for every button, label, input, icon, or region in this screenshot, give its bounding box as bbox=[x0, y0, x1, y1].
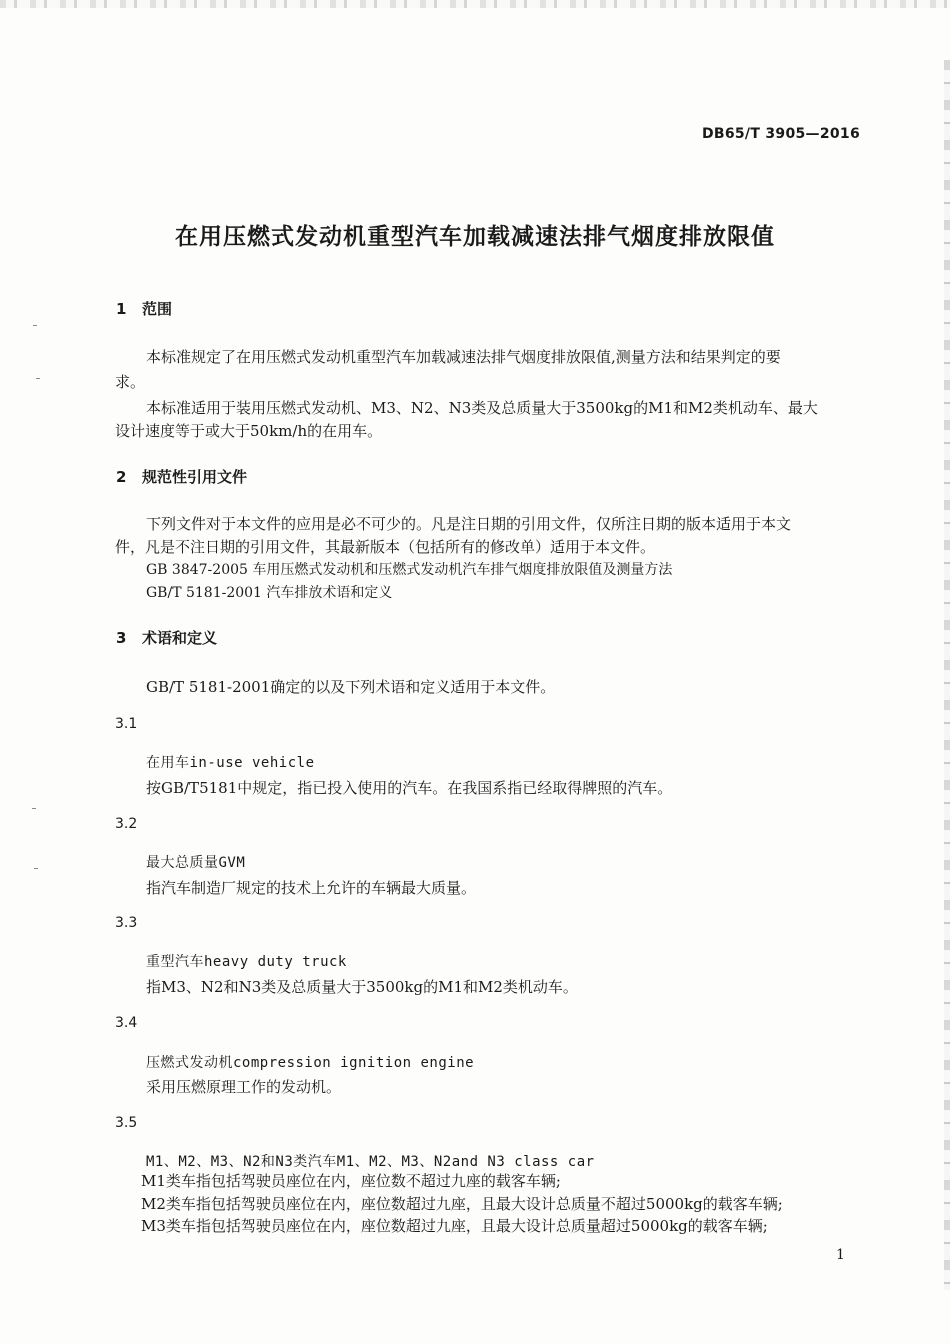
section-title: 术语和定义 bbox=[142, 629, 218, 647]
term-title: 重型汽车heavy duty truck bbox=[146, 954, 347, 970]
section-number: 1 bbox=[116, 300, 127, 318]
term-title: 在用车in-use vehicle bbox=[146, 755, 315, 771]
document-code: DB65/T 3905—2016 bbox=[701, 126, 860, 142]
section-heading-scope bbox=[116, 298, 172, 319]
clause-number: 3.5 bbox=[115, 1115, 138, 1131]
paragraph-line: GB/T 5181-2001确定的以及下列术语和定义适用于本文件。 bbox=[146, 678, 556, 696]
scan-speck bbox=[34, 868, 38, 869]
section-number: 2 bbox=[116, 468, 127, 486]
term-definition: M1类车指包括驾驶员座位在内，座位数不超过九座的载客车辆; bbox=[141, 1172, 561, 1190]
paragraph-line: 下列文件对于本文件的应用是必不可少的。凡是注日期的引用文件，仅所注日期的版本适用于本文 bbox=[146, 515, 792, 533]
document-title: 在用压燃式发动机重型汽车加载减速法排气烟度排放限值 bbox=[175, 224, 775, 250]
scan-edge-top bbox=[0, 0, 950, 8]
term-definition: M2类车指包括驾驶员座位在内，座位数超过九座，且最大设计总质量不超过5000kg的载客车辆; bbox=[141, 1195, 783, 1213]
scan-speck bbox=[33, 325, 37, 326]
paragraph-line: 本标准适用于装用压燃式发动机、M3、N2、N3类及总质量大于3500kg的M1和M2类机动车、最大 bbox=[146, 399, 818, 417]
term-title: 压燃式发动机compression ignition engine bbox=[146, 1055, 475, 1071]
reference-item: GB/T 5181-2001 汽车排放术语和定义 bbox=[146, 585, 393, 601]
paragraph-line: 求。 bbox=[115, 373, 146, 391]
term-definition: 采用压燃原理工作的发动机。 bbox=[146, 1078, 342, 1096]
section-heading-references bbox=[116, 466, 247, 487]
clause-number: 3.1 bbox=[115, 716, 138, 732]
scan-speck bbox=[36, 378, 40, 379]
term-definition: M3类车指包括驾驶员座位在内，座位数超过九座，且最大设计总质量超过5000kg的载客车辆; bbox=[141, 1217, 768, 1235]
paragraph-line: 件，凡是不注日期的引用文件，其最新版本（包括所有的修改单）适用于本文件。 bbox=[115, 538, 656, 556]
scan-speck bbox=[32, 808, 36, 809]
clause-number: 3.2 bbox=[115, 816, 138, 832]
term-definition: 指汽车制造厂规定的技术上允许的车辆最大质量。 bbox=[146, 879, 477, 897]
term-title: 最大总质量GVM bbox=[146, 855, 246, 871]
term-title: M1、M2、M3、N2和N3类汽车M1、M2、M3、N2and N3 class car bbox=[146, 1154, 595, 1170]
section-heading-terms bbox=[116, 627, 217, 648]
section-number: 3 bbox=[116, 629, 127, 647]
section-title: 范围 bbox=[142, 300, 173, 318]
clause-number: 3.4 bbox=[115, 1015, 138, 1031]
term-definition: 按GB/T5181中规定，指已投入使用的汽车。在我国系指已经取得牌照的汽车。 bbox=[146, 779, 673, 797]
paragraph-line: 本标准规定了在用压燃式发动机重型汽车加载减速法排气烟度排放限值,测量方法和结果判定的要 bbox=[146, 348, 781, 366]
term-definition: 指M3、N2和N3类及总质量大于3500kg的M1和M2类机动车。 bbox=[146, 978, 578, 996]
section-title: 规范性引用文件 bbox=[142, 468, 248, 486]
paragraph-line: 设计速度等于或大于50km/h的在用车。 bbox=[115, 422, 383, 440]
clause-number: 3.3 bbox=[115, 915, 138, 931]
page-number: 1 bbox=[836, 1247, 845, 1263]
reference-item: GB 3847-2005 车用压燃式发动机和压燃式发动机汽车排气烟度排放限值及测量方法 bbox=[146, 562, 673, 578]
